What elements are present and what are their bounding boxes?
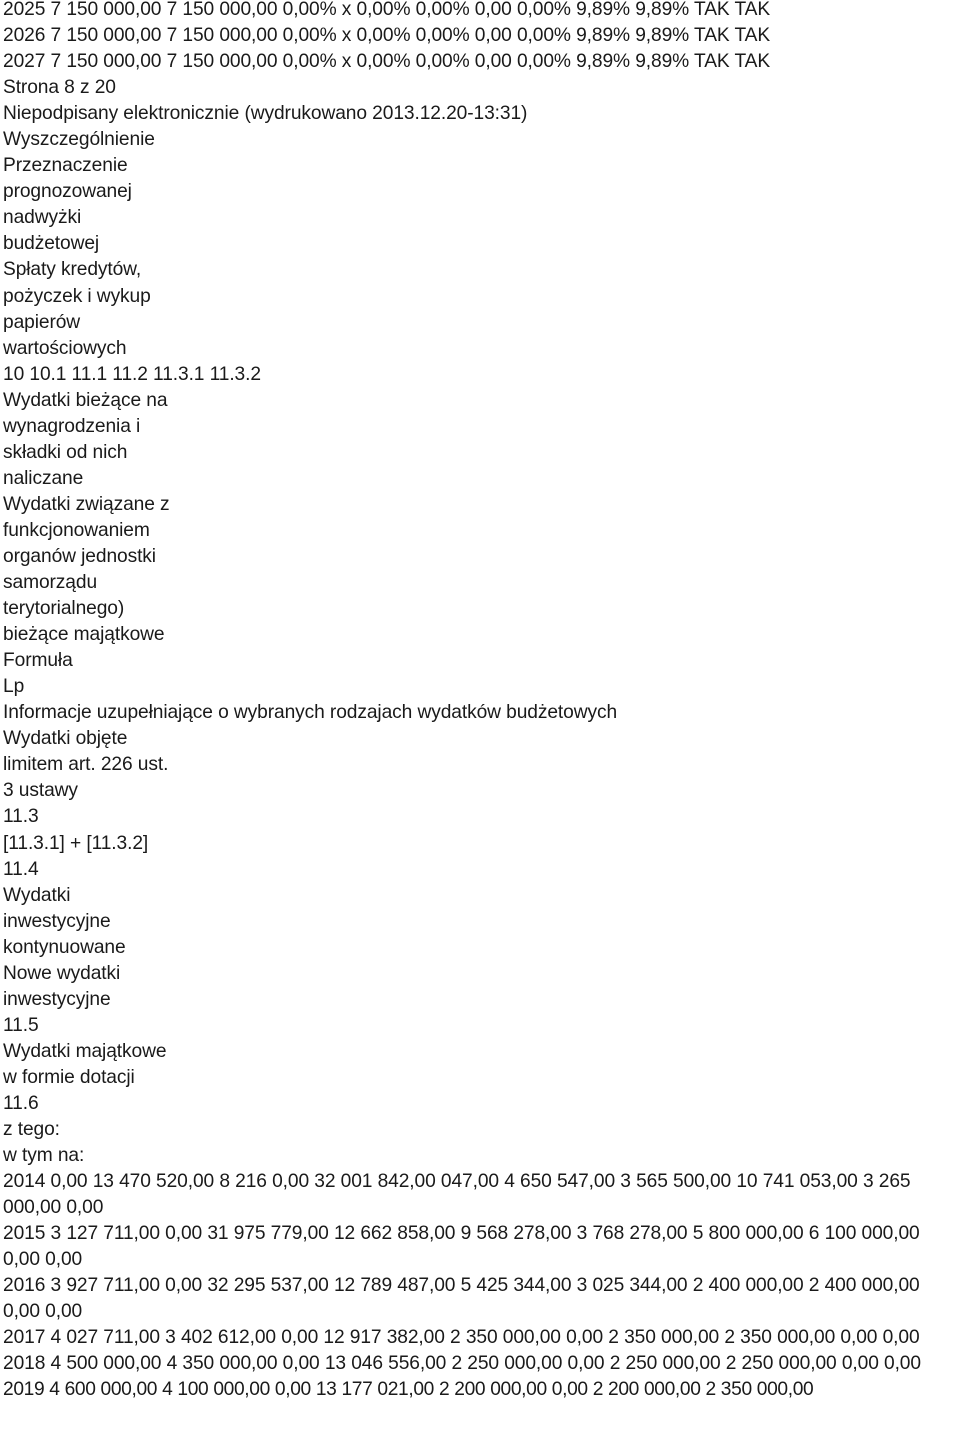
- table-row: 2027 7 150 000,00 7 150 000,00 0,00% x 0,00% 0,00% 0,00 0,00% 9,89% 9,89% TAK TAK: [3, 51, 771, 73]
- column-header: organów jednostki: [3, 545, 156, 567]
- column-header: budżetowej: [3, 233, 100, 255]
- print-note: Niepodpisany elektronicznie (wydrukowano 2013.12.20-13:31): [3, 103, 528, 125]
- column-header: Spłaty kredytów,: [3, 259, 142, 281]
- column-header: terytorialnego): [3, 598, 125, 620]
- column-header: inwestycyjne: [3, 910, 111, 932]
- column-header: 11.4: [3, 858, 39, 880]
- column-header: składki od nich: [3, 441, 128, 463]
- table-row: 2026 7 150 000,00 7 150 000,00 0,00% x 0,00% 0,00% 0,00 0,00% 9,89% 9,89% TAK TAK: [3, 25, 771, 47]
- column-header: Lp: [3, 676, 25, 698]
- table-row: 2014 0,00 13 470 520,00 8 216 0,00 32 001 842,00 047,00 4 650 547,00 3 565 500,00 10 741 053,00 3 265 000,00 0,00: [3, 1171, 911, 1219]
- table-row: 2017 4 027 711,00 3 402 612,00 0,00 12 917 382,00 2 350 000,00 0,00 2 350 000,00 2 350 000,00 0,00 0,00: [3, 1327, 920, 1349]
- column-header: w formie dotacji: [3, 1066, 135, 1088]
- column-header: wynagrodzenia i: [3, 415, 141, 437]
- column-header: inwestycyjne: [3, 988, 111, 1010]
- column-header: naliczane: [3, 467, 84, 489]
- column-header: pożyczek i wykup: [3, 285, 151, 307]
- column-header: 3 ustawy: [3, 780, 78, 802]
- table-row: 2019 4 600 000,00 4 100 000,00 0,00 13 177 021,00 2 200 000,00 0,00 2 200 000,00 2 350 000,00: [3, 1379, 814, 1401]
- column-header: samorządu: [3, 572, 98, 594]
- column-header: nadwyżki: [3, 207, 82, 229]
- column-header: limitem art. 226 ust.: [3, 754, 169, 776]
- column-header: Przeznaczenie: [3, 155, 128, 177]
- column-numbers: 10 10.1 11.1 11.2 11.3.1 11.3.2: [3, 363, 261, 385]
- column-header: 11.3: [3, 806, 39, 828]
- section-title: Informacje uzupełniające o wybranych rodzajach wydatków budżetowych: [3, 702, 618, 724]
- column-header: z tego:: [3, 1119, 60, 1141]
- table-row: 2015 3 127 711,00 0,00 31 975 779,00 12 662 858,00 9 568 278,00 3 768 278,00 5 800 000,00 6 100 000,00 0,00 0,00: [3, 1223, 920, 1271]
- column-header: Nowe wydatki: [3, 962, 121, 984]
- column-header: 11.6: [3, 1092, 39, 1114]
- column-header: wartościowych: [3, 337, 127, 359]
- column-header: Formuła: [3, 650, 73, 672]
- table-row: 2018 4 500 000,00 4 350 000,00 0,00 13 046 556,00 2 250 000,00 0,00 2 250 000,00 2 250 000,00 0,00 0,00: [3, 1353, 921, 1375]
- column-formula: [11.3.1] + [11.3.2]: [3, 832, 149, 854]
- column-header: 11.5: [3, 1014, 39, 1036]
- column-header: prognozowanej: [3, 181, 132, 203]
- page-number: Strona 8 z 20: [3, 77, 116, 99]
- table-row: 2016 3 927 711,00 0,00 32 295 537,00 12 789 487,00 5 425 344,00 3 025 344,00 2 400 000,00 2 400 000,00 0,00 0,00: [3, 1275, 920, 1323]
- column-header: kontynuowane: [3, 936, 126, 958]
- document-page: [3, 0, 958, 1404]
- column-header: Wyszczególnienie: [3, 129, 155, 151]
- column-header: Wydatki: [3, 884, 71, 906]
- column-header: papierów: [3, 311, 81, 333]
- column-header: w tym na:: [3, 1145, 85, 1167]
- column-header: Wydatki bieżące na: [3, 389, 168, 411]
- column-header: Wydatki objęte: [3, 728, 128, 750]
- column-header: bieżące majątkowe: [3, 624, 165, 646]
- column-header: Wydatki związane z: [3, 493, 170, 515]
- column-header: Wydatki majątkowe: [3, 1040, 167, 1062]
- table-row: 2025 7 150 000,00 7 150 000,00 0,00% x 0,00% 0,00% 0,00 0,00% 9,89% 9,89% TAK TAK: [3, 0, 771, 20]
- column-header: funkcjonowaniem: [3, 519, 150, 541]
